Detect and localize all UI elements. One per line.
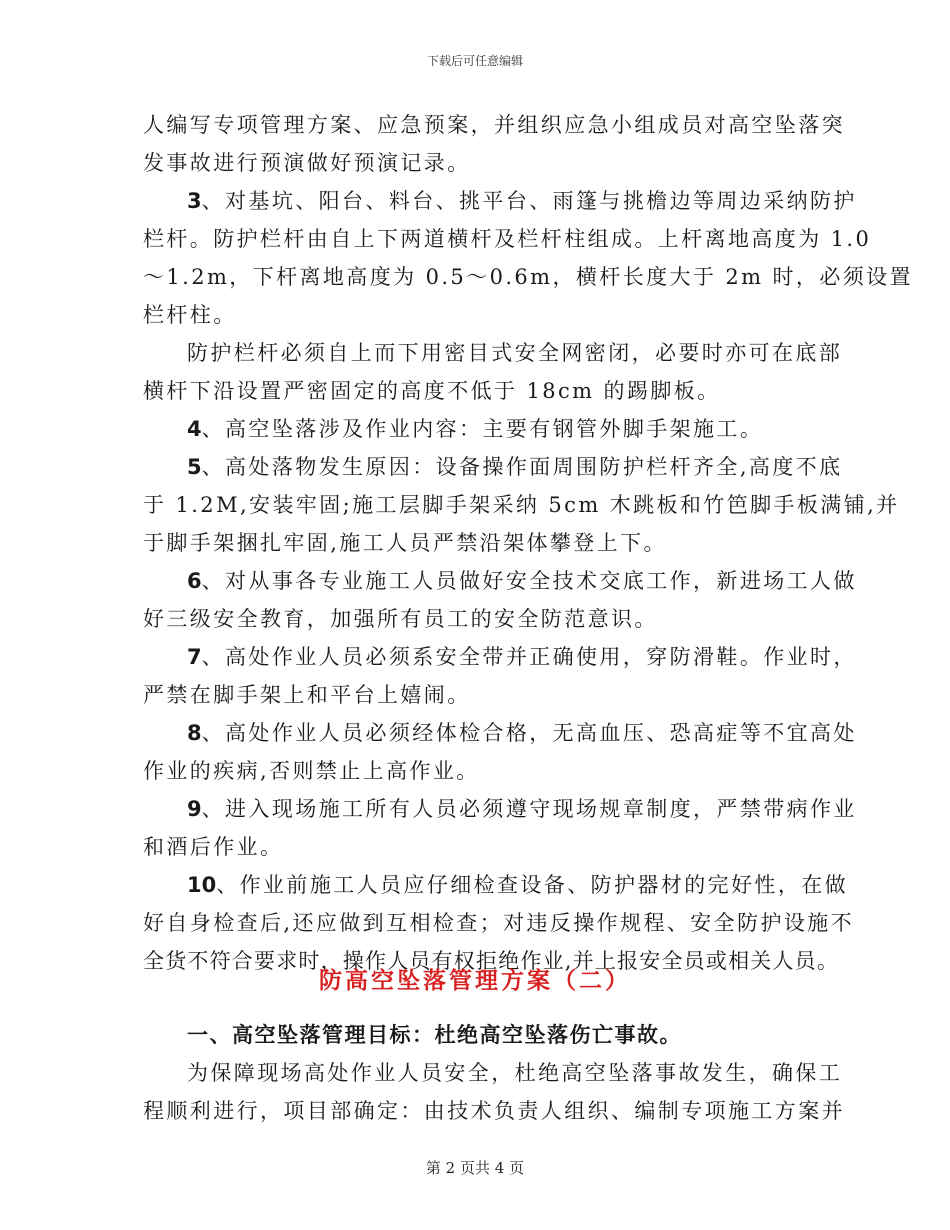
text-line: 全货不符合要求时，操作人员有权拒绝作业,并上报安全员或相关人员。 bbox=[143, 949, 840, 973]
item-number: 9 bbox=[187, 797, 202, 821]
text-line: 于 1.2M,安装牢固;施工层脚手架采纳 5cm 木跳板和竹笆脚手板满铺,并 bbox=[143, 493, 900, 517]
item-text: 、作业前施工人员应仔细检查设备、防护器材的完好性，在做 bbox=[216, 873, 849, 897]
text-line: 好三级安全教育，加强所有员工的安全防范意识。 bbox=[143, 607, 658, 631]
text-line: ～1.2m，下杆离地高度为 0.5～0.6m，横杆长度大于 2m 时，必须设置 bbox=[143, 265, 913, 289]
text-line: 于脚手架捆扎牢固,施工人员严禁沿架体攀登上下。 bbox=[143, 531, 667, 555]
text-line: 严禁在脚手架上和平台上嬉闹。 bbox=[143, 683, 471, 707]
item-number: 5 bbox=[187, 455, 202, 479]
list-item-5 bbox=[187, 453, 843, 481]
item-number: 6 bbox=[187, 569, 202, 593]
list-item-7 bbox=[187, 643, 857, 671]
item-text: 、高处作业人员必须系安全带并正确使用，穿防滑鞋。作业时， bbox=[201, 645, 857, 669]
list-item-10 bbox=[187, 871, 848, 899]
section-heading: 一、高空坠落管理目标：杜绝高空坠落伤亡事故。 bbox=[187, 1022, 682, 1047]
item-text: 、对从事各专业施工人员做好安全技术交底工作，新进场工人做 bbox=[201, 569, 857, 593]
list-item-3 bbox=[187, 187, 857, 215]
list-item-6 bbox=[187, 567, 857, 595]
section-title: 防高空坠落管理方案（二） bbox=[319, 967, 631, 994]
item-number: 3 bbox=[187, 189, 202, 213]
text-line: 人编写专项管理方案、应急预案，并组织应急小组成员对高空坠落突 bbox=[143, 113, 845, 137]
text-line: 作业的疾病,否则禁止上高作业。 bbox=[143, 759, 480, 783]
item-text: 、高空坠落涉及作业内容：主要有钢管外脚手架施工。 bbox=[201, 417, 764, 441]
page-footer: 第 2 页共 4 页 bbox=[425, 1159, 525, 1177]
list-item-8 bbox=[187, 719, 857, 747]
item-text: 、高处落物发生原因：设备操作面周围防护栏杆齐全,高度不底 bbox=[201, 455, 843, 479]
text-line: 栏杆柱。 bbox=[143, 303, 237, 327]
item-number: 7 bbox=[187, 645, 202, 669]
text-line: 横杆下沿设置严密固定的高度不低于 18cm 的踢脚板。 bbox=[143, 379, 721, 403]
item-number: 8 bbox=[187, 721, 202, 745]
text-line: 防护栏杆必须自上而下用密目式安全网密闭，必要时亦可在底部 bbox=[187, 341, 843, 365]
item-text: 、高处作业人员必须经体检合格，无高血压、恐高症等不宜高处 bbox=[201, 721, 857, 745]
text-line: 栏杆。防护栏杆由自上下两道横杆及栏杆柱组成。上杆离地高度为 1.0 bbox=[143, 227, 872, 251]
item-number: 4 bbox=[187, 417, 202, 441]
list-item-9 bbox=[187, 795, 857, 823]
text-line: 发事故进行预演做好预演记录。 bbox=[143, 151, 471, 175]
list-item-4 bbox=[187, 415, 763, 443]
text-line: 程顺利进行，项目部确定：由技术负责人组织、编制专项施工方案并 bbox=[143, 1099, 845, 1123]
page-header: 下载后可任意编辑 bbox=[426, 54, 523, 68]
item-text: 、对基坑、阳台、料台、挑平台、雨篷与挑檐边等周边采纳防护 bbox=[201, 189, 857, 213]
item-text: 、进入现场施工所有人员必须遵守现场规章制度，严禁带病作业 bbox=[201, 797, 857, 821]
text-line: 和酒后作业。 bbox=[143, 835, 284, 859]
text-line: 好自身检查后,还应做到互相检查；对违反操作规程、安全防护设施不 bbox=[143, 911, 855, 935]
item-number: 10 bbox=[187, 873, 217, 897]
text-line: 为保障现场高处作业人员安全，杜绝高空坠落事故发生，确保工 bbox=[187, 1061, 843, 1085]
